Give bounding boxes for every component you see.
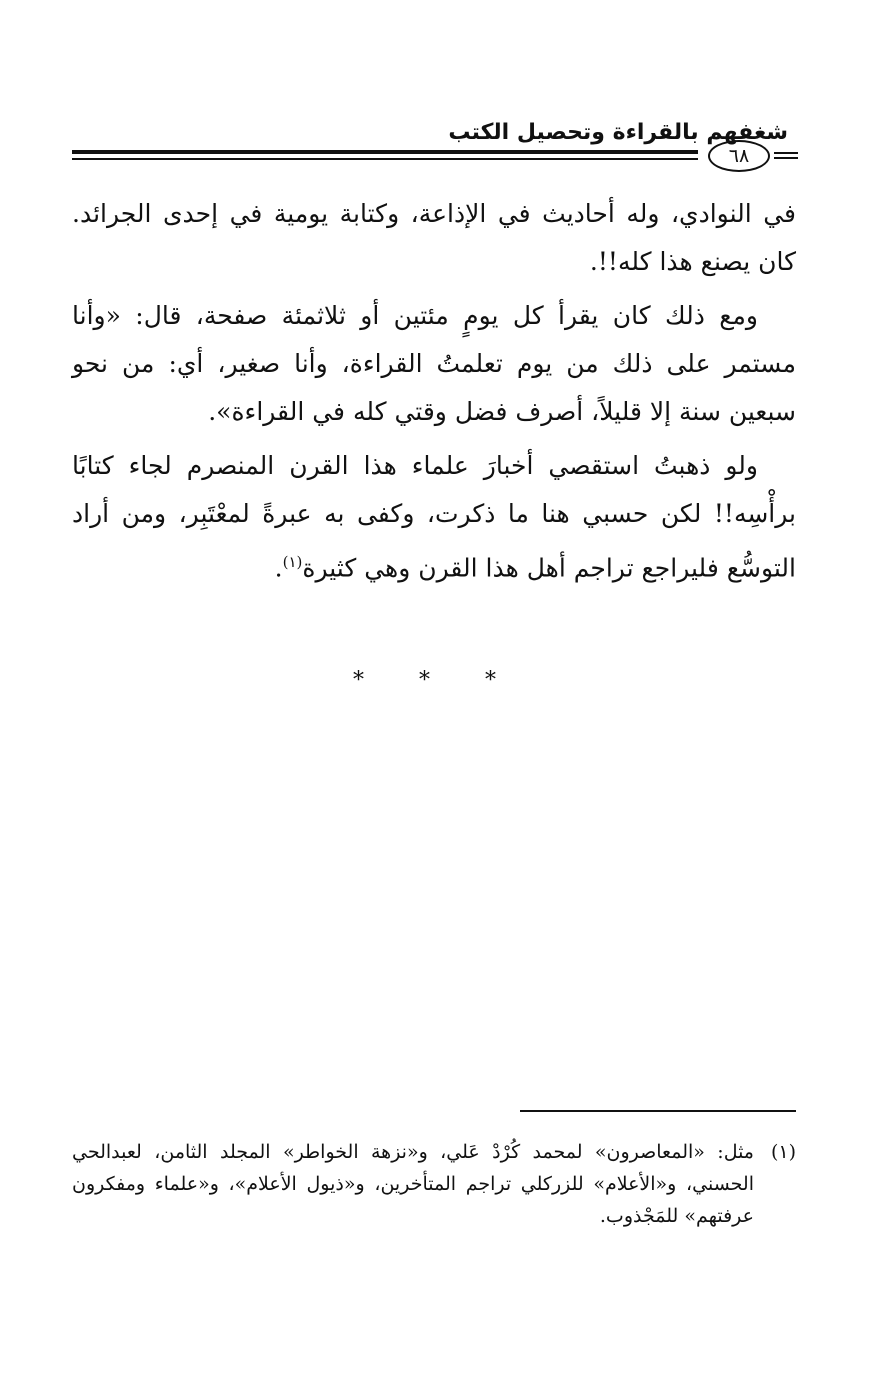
- header-rule-short: [774, 152, 798, 161]
- paragraph-3-end: .: [274, 553, 283, 583]
- paragraph-1-line-1: في النوادي، وله أحاديث في الإذاعة، وكتابة يومية في إحدى الجرائد.: [72, 199, 796, 228]
- footnote-reference: (١): [282, 553, 303, 571]
- paragraph-3-text: [72, 442, 796, 592]
- section-separator: * * *: [353, 668, 520, 693]
- running-title: شغفهم بالقراءة وتحصيل الكتب: [448, 120, 788, 145]
- paragraph-3-body: ولو ذهبتُ استقصي أخبارَ علماء هذا القرن المنصرم لجاء كتابًا برأْسِه!! لكن حسبي هنا ما ذكرت، وكفى به عبرةً لمعْتَبِر، ومن أراد التوسُّع فليراجع تراجم أهل هذا القرن وهي كثيرة: [72, 451, 796, 583]
- paragraph-1: [72, 190, 796, 286]
- footnote-text: مثل: «المعاصرون» لمحمد كُرْدْ عَلي، و«نزهة الخواطر» المجلد الثامن، لعبدالحي الحسني، و«الأعلام» للزركلي تراجم المتأخرين، و«ذيول الأعلام»، و«علماء ومفكرون عرفتهم» للمَجْذوب.: [72, 1141, 754, 1227]
- paragraph-1-line-2: كان يصنع هذا كله!!.: [589, 247, 796, 276]
- header-rule-thin: [72, 158, 698, 160]
- header-rule-thick: [72, 150, 698, 154]
- footnote-mark: (١): [770, 1141, 796, 1163]
- page-number: ٦٨: [708, 140, 770, 172]
- footnote-1: [72, 1136, 796, 1232]
- paragraph-2: [72, 292, 796, 436]
- footnote-rule: [520, 1110, 796, 1112]
- paragraph-3: [72, 442, 796, 592]
- paragraph-2-text: ومع ذلك كان يقرأ كل يومٍ مئتين أو ثلاثمئة صفحة، قال: «وأنا مستمر على ذلك من يوم تعلمتُ القراءة، وأنا صغير، أي: من نحو سبعين سنة إلا قليلاً، أصرف فضل وقتي كله في القراءة».: [72, 301, 796, 426]
